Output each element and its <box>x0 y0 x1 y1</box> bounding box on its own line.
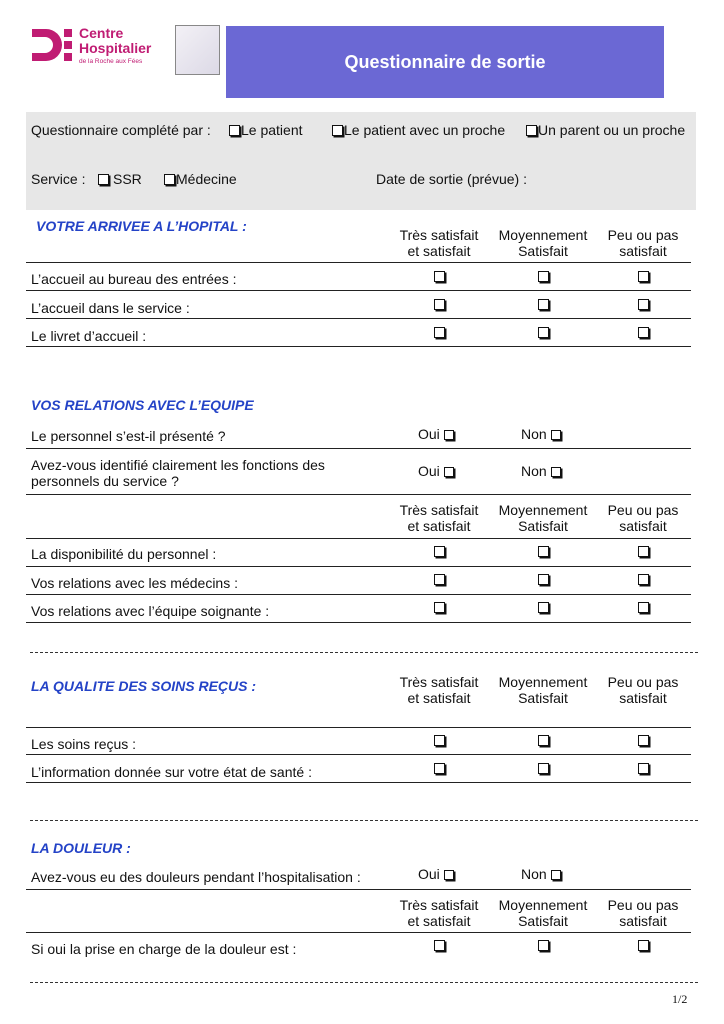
option-parent-proche: Un parent ou un proche <box>538 122 686 138</box>
row-label: L’accueil au bureau des entrées : <box>31 271 237 287</box>
divider <box>26 566 691 567</box>
col-header-unsatisfied: Peu ou pas satisfait <box>607 227 679 259</box>
divider <box>26 494 691 495</box>
checkbox-unsatisfied[interactable] <box>638 735 649 746</box>
section-arrival-title: VOTRE ARRIVEE A L’HOPITAL : <box>36 218 247 234</box>
checkbox-medium[interactable] <box>538 763 549 774</box>
logo-subtitle: de la Roche aux Fées <box>79 58 143 65</box>
option-ssr: SSR <box>113 171 142 187</box>
section-team-title: VOS RELATIONS AVEC L’EQUIPE <box>31 397 254 413</box>
col-header-medium: Moyennement Satisfait <box>498 674 588 706</box>
checkbox-medium[interactable] <box>538 735 549 746</box>
checkbox-oui[interactable] <box>444 430 454 440</box>
col-header-satisfied: Très satisfait et satisfait <box>399 227 479 259</box>
checkbox-unsatisfied[interactable] <box>638 602 649 613</box>
divider <box>26 318 691 319</box>
col-header-satisfied: Très satisfait et satisfait <box>399 502 479 534</box>
checkbox-medium[interactable] <box>538 299 549 310</box>
divider <box>26 262 691 263</box>
row-label: Le livret d’accueil : <box>31 328 147 344</box>
checkbox-non[interactable] <box>551 467 561 477</box>
checkbox-medium[interactable] <box>538 327 549 338</box>
label-non: Non <box>521 463 564 479</box>
checkbox-oui[interactable] <box>444 870 454 880</box>
divider <box>26 889 691 890</box>
dashed-separator <box>30 652 698 653</box>
checkbox-satisfied[interactable] <box>434 574 445 585</box>
checkbox-unsatisfied[interactable] <box>638 271 649 282</box>
question-staff-introduced: Le personnel s’est-il présenté ? <box>31 428 226 444</box>
checkbox-medium[interactable] <box>538 546 549 557</box>
label-oui: Oui <box>418 463 457 479</box>
divider <box>26 782 691 783</box>
logo-line1: Centre <box>79 25 124 41</box>
section-care-title: LA QUALITE DES SOINS REÇUS : <box>31 678 257 694</box>
checkbox-medium[interactable] <box>538 602 549 613</box>
checkbox-non[interactable] <box>551 430 561 440</box>
page-title: Questionnaire de sortie <box>344 52 546 72</box>
row-label: L’accueil dans le service : <box>31 300 190 316</box>
row-label: Vos relations avec les médecins : <box>31 575 238 591</box>
section-pain-title: LA DOULEUR : <box>31 840 131 856</box>
divider <box>26 727 691 728</box>
checkbox-ssr[interactable] <box>98 174 109 185</box>
checkbox-satisfied[interactable] <box>434 763 445 774</box>
divider <box>26 346 691 347</box>
row-label: Vos relations avec l’équipe soignante : <box>31 603 270 619</box>
checkbox-unsatisfied[interactable] <box>638 574 649 585</box>
label-oui: Oui <box>418 426 457 442</box>
option-medecine: Médecine <box>176 171 237 187</box>
divider <box>26 448 691 449</box>
col-header-medium: Moyennement Satisfait <box>498 227 588 259</box>
checkbox-satisfied[interactable] <box>434 299 445 310</box>
checkbox-unsatisfied[interactable] <box>638 940 649 951</box>
col-header-satisfied: Très satisfait et satisfait <box>399 674 479 706</box>
col-header-unsatisfied: Peu ou pas satisfait <box>607 674 679 706</box>
divider <box>26 932 691 933</box>
checkbox-satisfied[interactable] <box>434 327 445 338</box>
checkbox-oui[interactable] <box>444 467 454 477</box>
completed-by-label: Questionnaire complété par : <box>31 122 211 138</box>
row-label: Si oui la prise en charge de la douleur est : <box>31 941 297 957</box>
label-non: Non <box>521 426 564 442</box>
discharge-date-label: Date de sortie (prévue) : <box>376 171 527 187</box>
row-label: La disponibilité du personnel : <box>31 546 217 562</box>
checkbox-unsatisfied[interactable] <box>638 546 649 557</box>
label-oui: Oui <box>418 866 457 882</box>
option-patient-proche: Le patient avec un proche <box>344 122 506 138</box>
question-pain: Avez-vous eu des douleurs pendant l’hospitalisation : <box>31 869 361 885</box>
checkbox-medium[interactable] <box>538 271 549 282</box>
checkbox-satisfied[interactable] <box>434 546 445 557</box>
checkbox-satisfied[interactable] <box>434 271 445 282</box>
logo-mark-icon <box>30 25 76 65</box>
divider <box>26 290 691 291</box>
col-header-unsatisfied: Peu ou pas satisfait <box>607 897 679 929</box>
col-header-unsatisfied: Peu ou pas satisfait <box>607 502 679 534</box>
col-header-medium: Moyennement Satisfait <box>498 502 588 534</box>
checkbox-unsatisfied[interactable] <box>638 327 649 338</box>
page-number: 1/2 <box>672 992 688 1006</box>
checkbox-medecine[interactable] <box>164 174 175 185</box>
service-label: Service : <box>31 171 86 187</box>
logo-line2: Hospitalier <box>79 40 152 56</box>
checkbox-non[interactable] <box>551 870 561 880</box>
col-header-satisfied: Très satisfait et satisfait <box>399 897 479 929</box>
row-label: L’information donnée sur votre état de santé : <box>31 764 312 780</box>
checkbox-medium[interactable] <box>538 940 549 951</box>
checkbox-parent-proche[interactable] <box>526 125 537 136</box>
row-label: Les soins reçus : <box>31 736 137 752</box>
divider <box>26 622 691 623</box>
dashed-separator <box>30 982 698 983</box>
checkbox-patient-proche[interactable] <box>332 125 343 136</box>
divider <box>26 754 691 755</box>
divider <box>26 538 691 539</box>
question-staff-functions: Avez-vous identifié clairement les fonctions des personnels du service ? <box>31 457 325 489</box>
option-patient: Le patient <box>241 122 303 138</box>
checkbox-satisfied[interactable] <box>434 602 445 613</box>
divider <box>26 594 691 595</box>
stamp-image <box>175 25 220 75</box>
checkbox-unsatisfied[interactable] <box>638 763 649 774</box>
label-non: Non <box>521 866 564 882</box>
checkbox-medium[interactable] <box>538 574 549 585</box>
checkbox-satisfied[interactable] <box>434 735 445 746</box>
col-header-medium: Moyennement Satisfait <box>498 897 588 929</box>
checkbox-unsatisfied[interactable] <box>638 299 649 310</box>
checkbox-patient[interactable] <box>229 125 240 136</box>
checkbox-satisfied[interactable] <box>434 940 445 951</box>
dashed-separator <box>30 820 698 821</box>
